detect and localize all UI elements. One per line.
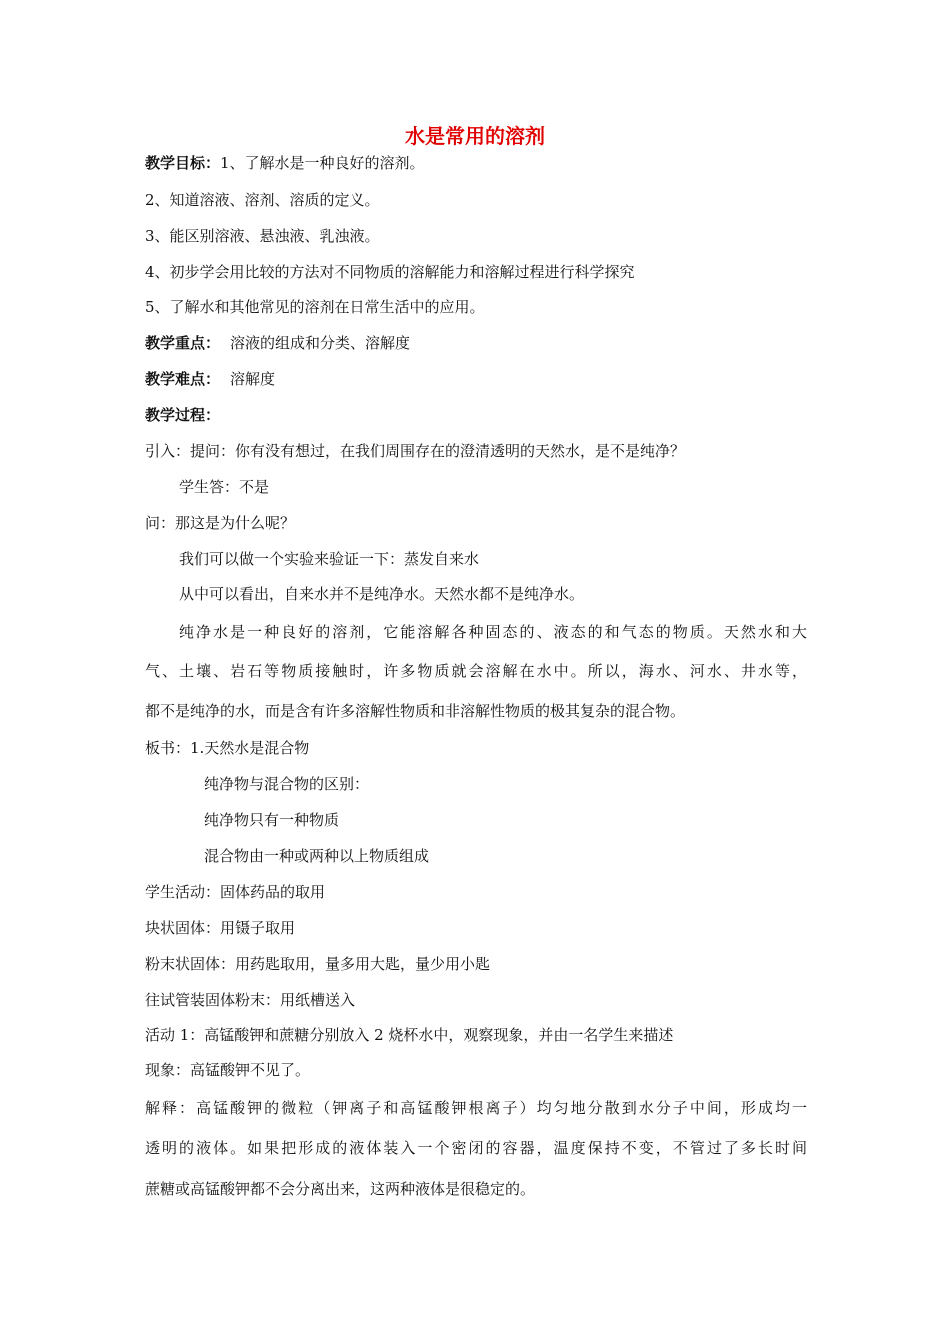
process-line: 气、土壤、岩石等物质接触时，许多物质就会溶解在水中。所以，海水、河水、井水等， — [145, 662, 807, 680]
process-line: 蔗糖或高锰酸钾都不会分离出来，这两种液体是很稳定的。 — [145, 1180, 536, 1198]
process-line: 学生活动：固体药品的取用 — [145, 883, 326, 901]
key-points-label: 教学重点： — [145, 334, 221, 352]
process-label: 教学过程： — [145, 406, 221, 424]
objective-item: 3、能区别溶液、悬浊液、乳浊液。 — [145, 227, 380, 245]
objectives-line — [145, 152, 815, 174]
difficult-points-text: 溶解度 — [230, 370, 276, 388]
process-line: 混合物由一种或两种以上物质组成 — [204, 847, 430, 865]
process-line: 学生答：不是 — [179, 478, 270, 496]
process-line: 现象：高锰酸钾不见了。 — [145, 1061, 311, 1079]
objective-item: 2、知道溶液、溶剂、溶质的定义。 — [145, 191, 380, 209]
objective-item: 1、了解水是一种良好的溶剂。 — [220, 154, 425, 172]
process-line: 往试管装固体粉末：用纸槽送入 — [145, 991, 356, 1009]
objectives-label: 教学目标： — [145, 154, 221, 172]
process-line: 问：那这是为什么呢？ — [145, 514, 296, 532]
process-line: 纯净物与混合物的区别： — [204, 775, 370, 793]
difficult-points-line — [145, 368, 815, 390]
process-line: 活动 1：高锰酸钾和蔗糖分别放入 2 烧杯水中，观察现象，并由一名学生来描述 — [145, 1026, 674, 1044]
objective-item: 5、了解水和其他常见的溶剂在日常生活中的应用。 — [145, 298, 485, 316]
process-line: 解释：高锰酸钾的微粒（钾离子和高锰酸钾根离子）均匀地分散到水分子中间，形成均一 — [145, 1099, 807, 1117]
difficult-points-label: 教学难点： — [145, 370, 221, 388]
key-points-line — [145, 332, 815, 354]
process-line: 纯净水是一种良好的溶剂，它能溶解各种固态的、液态的和气态的物质。天然水和大 — [179, 623, 807, 641]
process-line: 块状固体：用镊子取用 — [145, 919, 296, 937]
process-line: 引入：提问：你有没有想过，在我们周围存在的澄清透明的天然水，是不是纯净？ — [145, 442, 686, 460]
process-line: 都不是纯净的水，而是含有许多溶解性物质和非溶解性物质的极其复杂的混合物。 — [145, 702, 686, 720]
process-line: 我们可以做一个实验来验证一下：蒸发自来水 — [179, 550, 480, 568]
process-line: 纯净物只有一种物质 — [204, 811, 340, 829]
process-line: 透明的液体。如果把形成的液体装入一个密闭的容器，温度保持不变，不管过了多长时间 — [145, 1139, 807, 1157]
objective-item: 4、初步学会用比较的方法对不同物质的溶解能力和溶解过程进行科学探究 — [145, 263, 635, 281]
process-line: 粉末状固体：用药匙取用，量多用大匙，量少用小匙 — [145, 955, 491, 973]
process-line: 板书：1.天然水是混合物 — [145, 739, 310, 757]
document-title: 水是常用的溶剂 — [405, 124, 545, 148]
key-points-text: 溶液的组成和分类、溶解度 — [230, 334, 411, 352]
process-line: 从中可以看出，自来水并不是纯净水。天然水都不是纯净水。 — [179, 585, 585, 603]
